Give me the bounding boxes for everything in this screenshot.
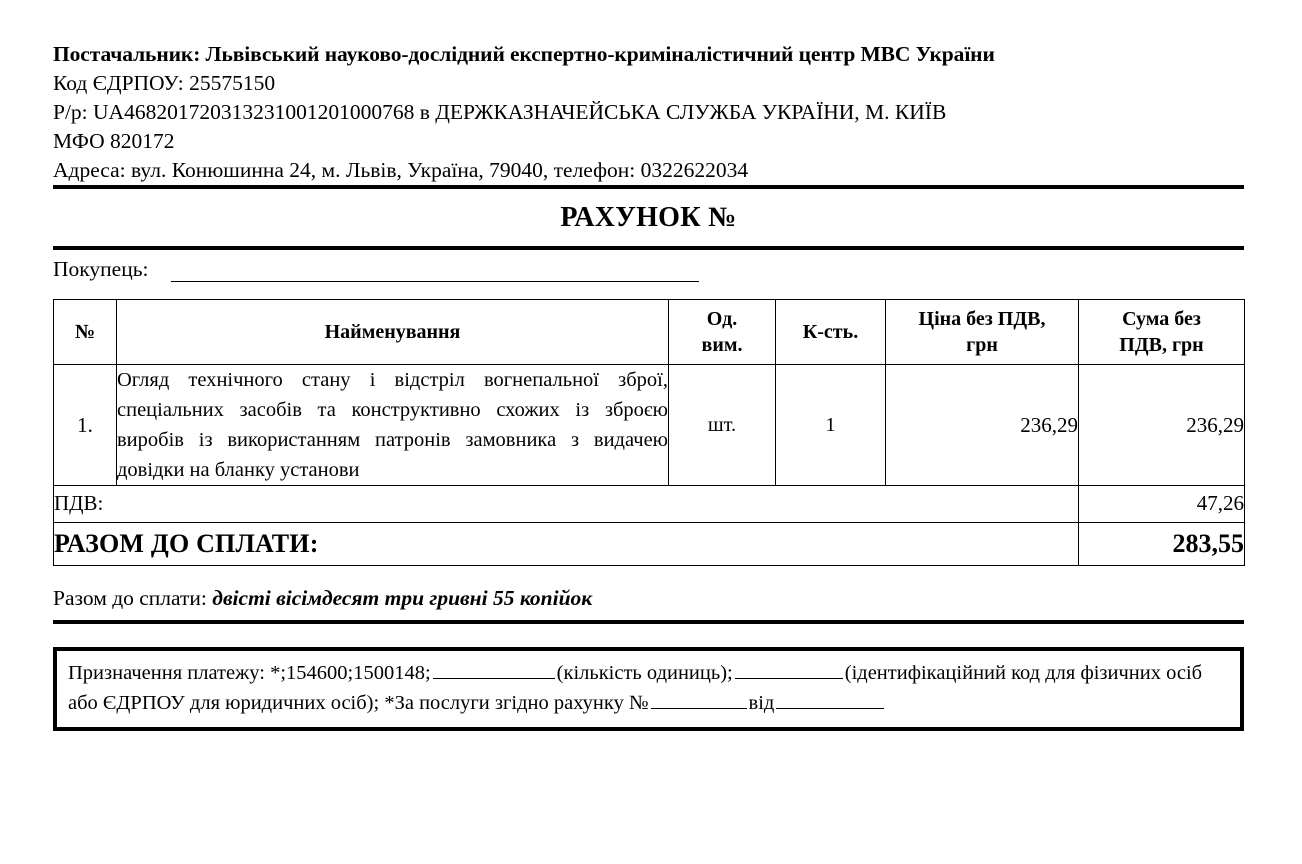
buyer-row <box>53 250 1244 282</box>
total-row <box>54 523 1245 566</box>
page-title: РАХУНОК № <box>560 202 737 233</box>
supplier-edrpou: Код ЄДРПОУ: 25575150 <box>53 71 276 95</box>
supplier-mfo: МФО 820172 <box>53 129 175 153</box>
header-sum-line2: ПДВ, грн <box>1119 334 1204 356</box>
invoice-table <box>53 299 1245 566</box>
total-value: 283,55 <box>1079 523 1245 566</box>
payment-purpose-box <box>53 647 1244 731</box>
total-label: РАЗОМ ДО СПЛАТИ: <box>54 523 1079 566</box>
row-sum: 236,29 <box>1079 365 1245 486</box>
buyer-label: Покупець: <box>53 257 149 281</box>
purpose-quantity-blank[interactable] <box>433 661 555 679</box>
purpose-invoice-number-blank[interactable] <box>651 691 747 709</box>
table-header-row <box>54 300 1245 365</box>
purpose-date-blank[interactable] <box>776 691 884 709</box>
purpose-ident-blank[interactable] <box>735 661 843 679</box>
divider-bottom <box>53 620 1244 624</box>
header-sum <box>1079 300 1245 365</box>
header-qty: К-сть. <box>776 300 886 365</box>
purpose-text-3: (ідентифікаційний код для фізичних осіб або ЄДРПОУ для юридичних осіб); *За послуги згідно рахунку № <box>68 662 1203 714</box>
table-row <box>54 365 1245 486</box>
buyer-input[interactable] <box>171 261 699 282</box>
header-unit-line1: Од. <box>706 308 738 330</box>
document-content <box>53 40 1244 731</box>
header-name: Найменування <box>117 300 669 365</box>
row-num: 1. <box>54 365 117 486</box>
supplier-account: Р/р: UA468201720313231001201000768 в ДЕРЖКАЗНАЧЕЙСЬКА СЛУЖБА УКРАЇНИ, М. КИЇВ <box>53 100 947 124</box>
header-sum-line1: Сума без <box>1122 308 1201 330</box>
supplier-name: Постачальник: Львівський науково-дослідний експертно-криміналістичний центр МВС України <box>53 42 995 66</box>
header-unit <box>669 300 776 365</box>
supplier-block <box>53 40 1244 185</box>
amount-in-words-label: Разом до сплати: <box>53 586 207 610</box>
amount-in-words-row <box>53 566 1244 620</box>
row-unit: шт. <box>669 365 776 486</box>
vat-row <box>54 486 1245 523</box>
supplier-address: Адреса: вул. Конюшинна 24, м. Львів, Україна, 79040, телефон: 0322622034 <box>53 158 749 182</box>
purpose-text-2: (кількість одиниць); <box>556 662 733 684</box>
purpose-text-1: Призначення платежу: *;154600;1500148; <box>68 662 431 684</box>
header-price-line2: грн <box>966 334 998 356</box>
header-unit-line2: вим. <box>701 334 743 356</box>
header-price-line1: Ціна без ПДВ, <box>918 308 1046 330</box>
row-name: Огляд технічного стану і відстріл вогнепальної зброї, спеціальних засобів та конструктивно схожих із зброєю виробів із використанням патронів замовника з видачею довідки на бланку установи <box>117 365 669 486</box>
row-qty: 1 <box>776 365 886 486</box>
vat-value: 47,26 <box>1079 486 1245 523</box>
purpose-text-4: від <box>748 692 775 714</box>
vat-label: ПДВ: <box>54 486 1079 523</box>
title-wrapper <box>53 189 1244 246</box>
header-num: № <box>54 300 117 365</box>
header-price <box>886 300 1079 365</box>
amount-in-words-value: двісті вісімдесят три гривні 55 копійок <box>212 586 593 610</box>
row-price: 236,29 <box>886 365 1079 486</box>
